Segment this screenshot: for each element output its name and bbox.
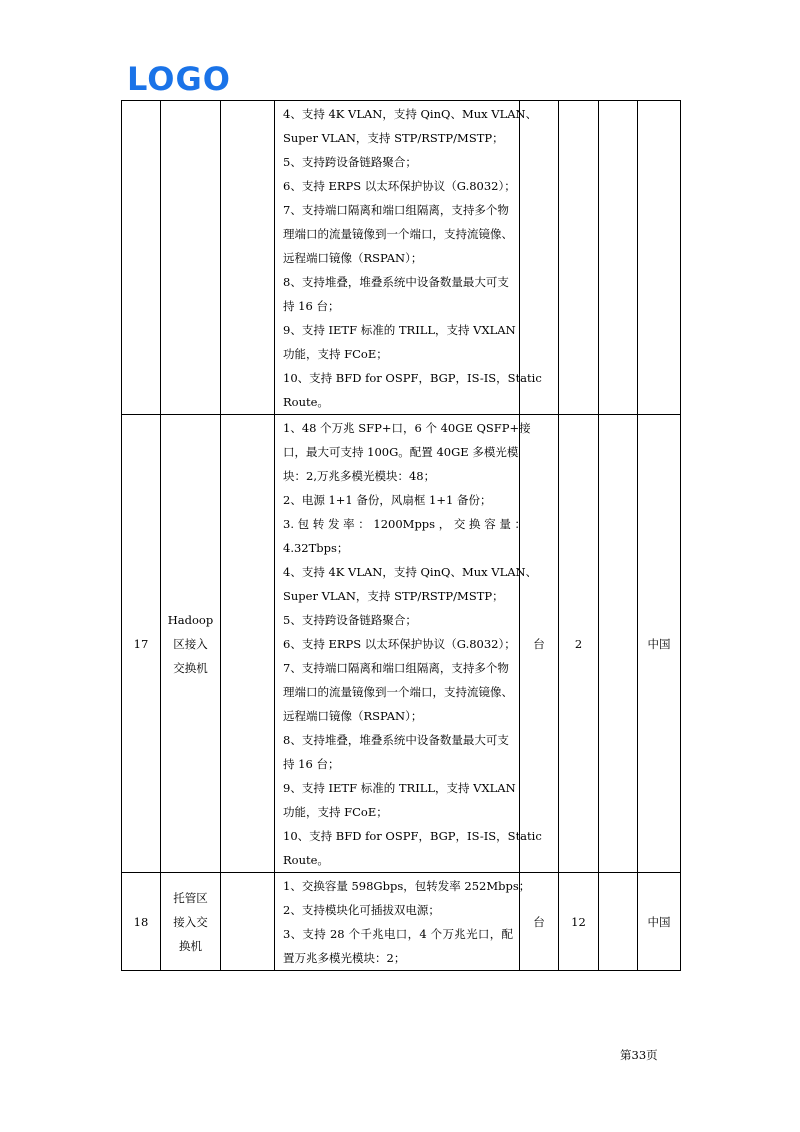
table-row <box>122 415 681 873</box>
spec-line: 4.32Tbps； <box>283 541 349 555</box>
cell-no: 17 <box>122 415 161 873</box>
spec-line: 置万兆多模光模块：2； <box>283 951 406 965</box>
spec-line: 理端口的流量镜像到一个端口，支持流镜像、 <box>283 685 513 699</box>
spec-line: 理端口的流量镜像到一个端口，支持流镜像、 <box>283 227 513 241</box>
page-number: 第33页 <box>620 1048 658 1062</box>
cell-price <box>599 101 638 415</box>
spec-line: 7、支持端口隔离和端口组隔离，支持多个物 <box>283 203 509 217</box>
spec-line: 功能，支持 FCoE； <box>283 805 388 819</box>
spec-line: 7、支持端口隔离和端口组隔离，支持多个物 <box>283 661 509 675</box>
spec-line: 10、支持 BFD for OSPF，BGP，IS-IS，Static <box>283 371 542 385</box>
spec-line: 6、支持 ERPS 以太环保护协议（G.8032）； <box>283 637 516 651</box>
cell-price <box>599 873 638 971</box>
spec-line: 1、48 个万兆 SFP+口，6 个 40GE QSFP+接 <box>283 421 531 435</box>
spec-line: 5、支持跨设备链路聚合； <box>283 155 417 169</box>
spec-line: 3. 包 转 发 率 ： 1200Mpps ， 交 换 容 量 ： <box>283 517 527 531</box>
cell-qty: 12 <box>559 873 599 971</box>
cell-name <box>161 101 221 415</box>
spec-line: 10、支持 BFD for OSPF，BGP，IS-IS，Static <box>283 829 542 843</box>
item-name-line: 换机 <box>179 938 202 953</box>
spec-line: 1、交换容量 598Gbps，包转发率 252Mbps； <box>283 879 531 893</box>
item-name-line: 托管区 <box>173 890 208 905</box>
spec-line: 6、支持 ERPS 以太环保护协议（G.8032）； <box>283 179 516 193</box>
cell-spec <box>275 101 542 415</box>
equipment-spec-table <box>121 100 681 971</box>
spec-line: 3、支持 28 个千兆电口，4 个万兆光口，配 <box>283 927 513 941</box>
cell-qty: 2 <box>559 415 599 873</box>
cell-brand <box>221 873 275 971</box>
logo-mark <box>125 60 235 100</box>
spec-line: 口，最大可支持 100G。配置 40GE 多模光模 <box>283 445 519 459</box>
cell-brand <box>221 415 275 873</box>
cell-name <box>161 415 221 873</box>
item-name-line: 接入交 <box>173 914 208 929</box>
spec-line: Super VLAN，支持 STP/RSTP/MSTP； <box>283 131 504 145</box>
spec-line: 功能，支持 FCoE； <box>283 347 388 361</box>
spec-line: 9、支持 IETF 标准的 TRILL，支持 VXLAN <box>283 323 516 337</box>
spec-line: 持 16 台； <box>283 299 340 313</box>
cell-name <box>161 873 221 971</box>
cell-price <box>599 415 638 873</box>
spec-line: 9、支持 IETF 标准的 TRILL，支持 VXLAN <box>283 781 516 795</box>
spec-line: 持 16 台； <box>283 757 340 771</box>
spec-line: 远程端口镜像（RSPAN）； <box>283 251 423 265</box>
cell-spec <box>275 415 542 873</box>
cell-no: 18 <box>122 873 161 971</box>
item-name-line: Hadoop <box>167 612 214 627</box>
cell-origin: 中国 <box>638 415 681 873</box>
table-row-continuation <box>122 101 681 415</box>
cell-no <box>122 101 161 415</box>
cell-origin <box>638 101 681 415</box>
item-name-line: 交换机 <box>173 660 208 675</box>
cell-unit <box>520 101 559 415</box>
spec-line: Route。 <box>283 853 329 867</box>
cell-origin: 中国 <box>638 873 681 971</box>
spec-line: Super VLAN，支持 STP/RSTP/MSTP； <box>283 589 504 603</box>
spec-line: 8、支持堆叠，堆叠系统中设备数量最大可支 <box>283 733 509 747</box>
item-name-line: 区接入 <box>173 636 208 651</box>
spec-line: 2、电源 1+1 备份，风扇框 1+1 备份； <box>283 493 492 507</box>
spec-line: 4、支持 4K VLAN，支持 QinQ、Mux VLAN、 <box>283 565 538 579</box>
logo <box>125 60 235 100</box>
spec-line: 2、支持模块化可插拔双电源； <box>283 903 440 917</box>
table-row <box>122 873 681 971</box>
cell-spec <box>275 873 531 971</box>
svg-text:LOGO: LOGO <box>127 60 231 98</box>
cell-unit: 台 <box>520 873 559 971</box>
spec-line: 5、支持跨设备链路聚合； <box>283 613 417 627</box>
cell-unit: 台 <box>520 415 559 873</box>
spec-line: 块：2,万兆多模光模块：48； <box>283 469 436 483</box>
spec-line: 8、支持堆叠，堆叠系统中设备数量最大可支 <box>283 275 509 289</box>
spec-line: 远程端口镜像（RSPAN）； <box>283 709 423 723</box>
cell-brand <box>221 101 275 415</box>
cell-qty <box>559 101 599 415</box>
spec-line: 4、支持 4K VLAN，支持 QinQ、Mux VLAN、 <box>283 107 538 121</box>
spec-line: Route。 <box>283 395 329 409</box>
